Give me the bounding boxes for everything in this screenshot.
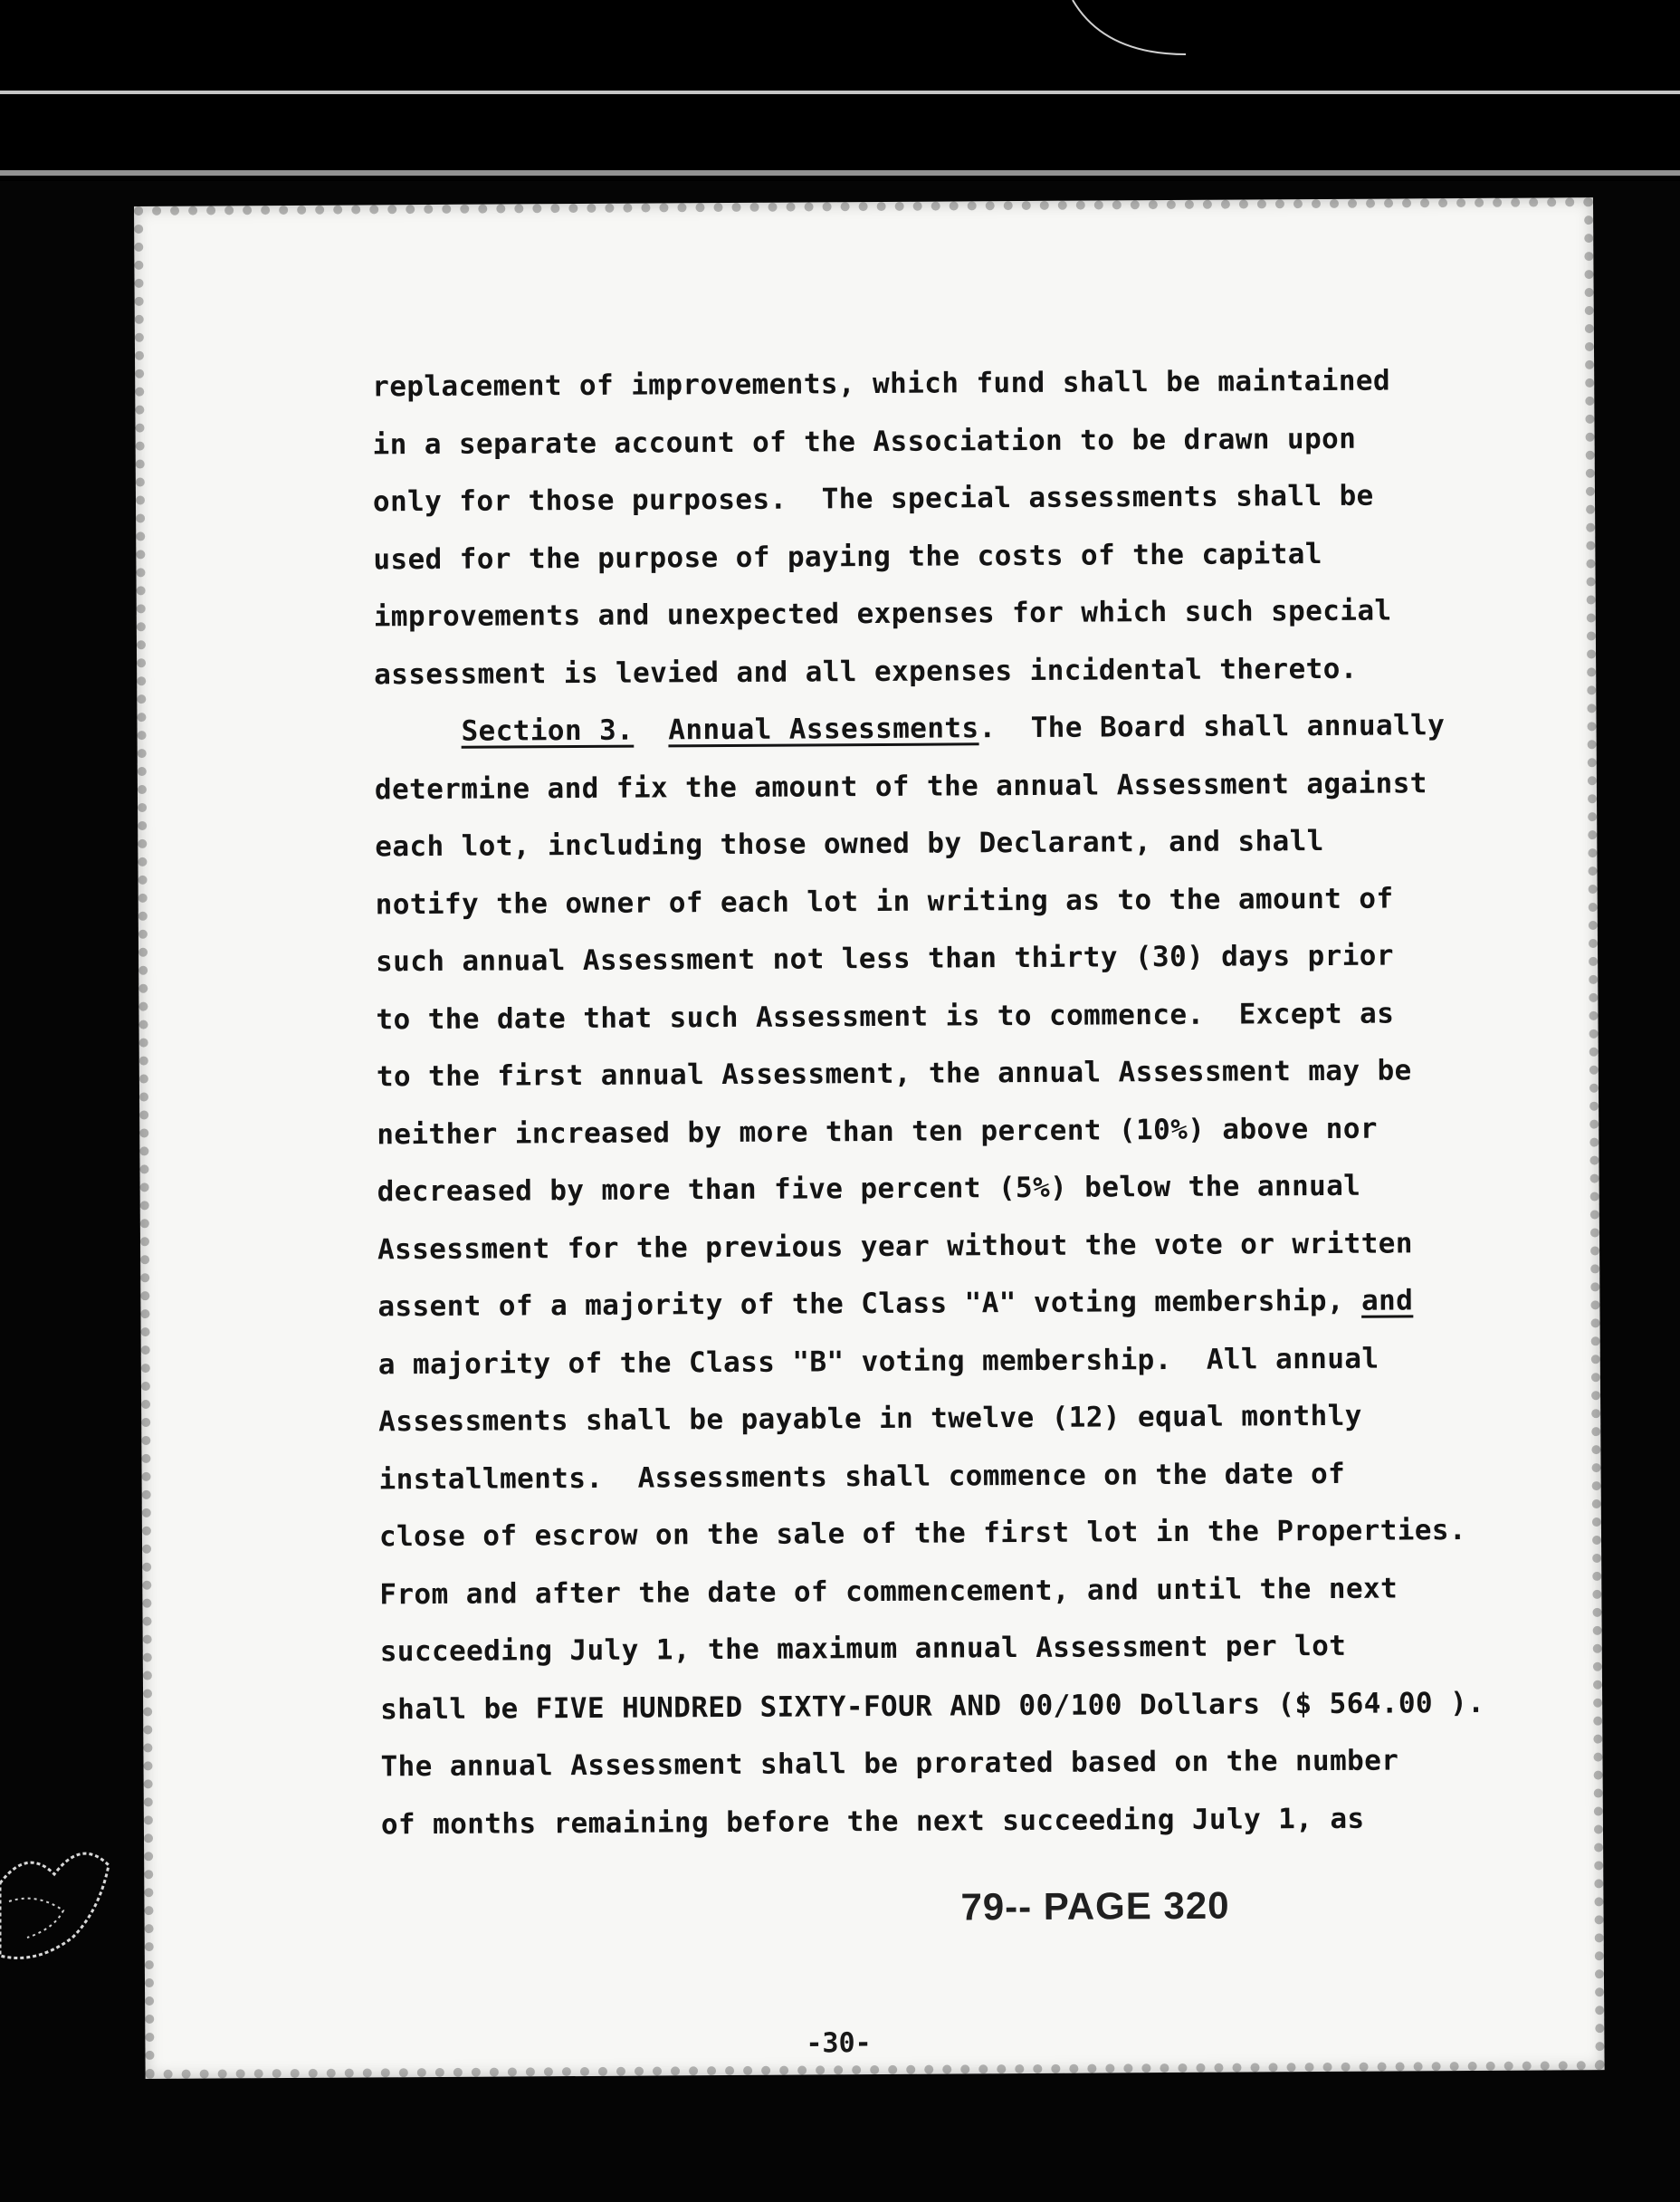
section-title: Annual Assessments xyxy=(668,712,979,747)
text-line: shall be FIVE HUNDRED SIXTY-FOUR AND 00/100 Dollars ($ 564.00 ). xyxy=(380,1686,1485,1726)
text-line: Assessments shall be payable in twelve (12) equal monthly xyxy=(378,1399,1362,1439)
text-line: only for those purposes. The special assessments shall be xyxy=(372,479,1374,519)
text-line: determine and fix the amount of the annual Assessment against xyxy=(374,766,1427,806)
text-line-with-underline xyxy=(377,1272,1509,1336)
scan-artifact-arc xyxy=(1068,0,1249,63)
text-line: assessment is levied and all expenses incidental thereto. xyxy=(374,652,1358,691)
text-line: close of escrow on the sale of the first lot in the Properties. xyxy=(378,1514,1467,1554)
section-label: Section 3. xyxy=(461,713,635,748)
text-line: The annual Assessment shall be prorated based on the number xyxy=(380,1744,1399,1784)
text-line: Assessment for the previous year without the vote or written xyxy=(377,1226,1413,1266)
recording-stamp: 79-- PAGE 320 xyxy=(960,1883,1230,1929)
text-line: used for the purpose of paying the costs of the capital xyxy=(373,537,1322,576)
text-line: in a separate account of the Association to be drawn upon xyxy=(372,422,1357,461)
text-line: installments. Assessments shall commence on the date of xyxy=(378,1457,1346,1496)
scan-edge-line xyxy=(0,91,1680,94)
section-lead-text: The Board shall annually xyxy=(996,709,1446,745)
scan-noise-artifact xyxy=(0,1811,145,1992)
text-line: decreased by more than five percent (5%) below the annual xyxy=(377,1169,1361,1209)
text-line: neither increased by more than ten percent (10%) above nor xyxy=(377,1112,1379,1151)
text-line: to the first annual Assessment, the annual Assessment may be xyxy=(376,1054,1412,1094)
text-line: replacement of improvements, which fund shall be maintained xyxy=(372,364,1391,404)
section-heading-line xyxy=(374,697,1505,761)
document-body xyxy=(372,352,1513,1854)
scan-top-band xyxy=(0,0,1680,181)
document-page xyxy=(134,197,1605,2079)
text-line: such annual Assessment not less than thirty (30) days prior xyxy=(375,939,1394,979)
text-line: improvements and unexpected expenses for which such special xyxy=(373,594,1392,634)
text-line: a majority of the Class "B" voting membership. All annual xyxy=(377,1342,1379,1381)
text-line: succeeding July 1, the maximum annual Assessment per lot xyxy=(379,1629,1347,1669)
text-line: notify the owner of each lot in writing as to the amount of xyxy=(375,882,1394,921)
text-line: of months remaining before the next succeeding July 1, as xyxy=(380,1802,1365,1841)
scan-edge-line-lower xyxy=(0,170,1680,176)
text-line: to the date that such Assessment is to commence. Except as xyxy=(376,997,1395,1036)
and-line-text: assent of a majority of the Class "A" voting membership, xyxy=(377,1284,1362,1324)
text-line: each lot, including those owned by Declarant, and shall xyxy=(375,824,1324,864)
section-title-punct: . xyxy=(978,712,997,745)
text-line: From and after the date of commencement, and until the next xyxy=(379,1572,1398,1611)
underlined-and: and xyxy=(1360,1284,1414,1317)
page-number: -30- xyxy=(806,2027,872,2060)
